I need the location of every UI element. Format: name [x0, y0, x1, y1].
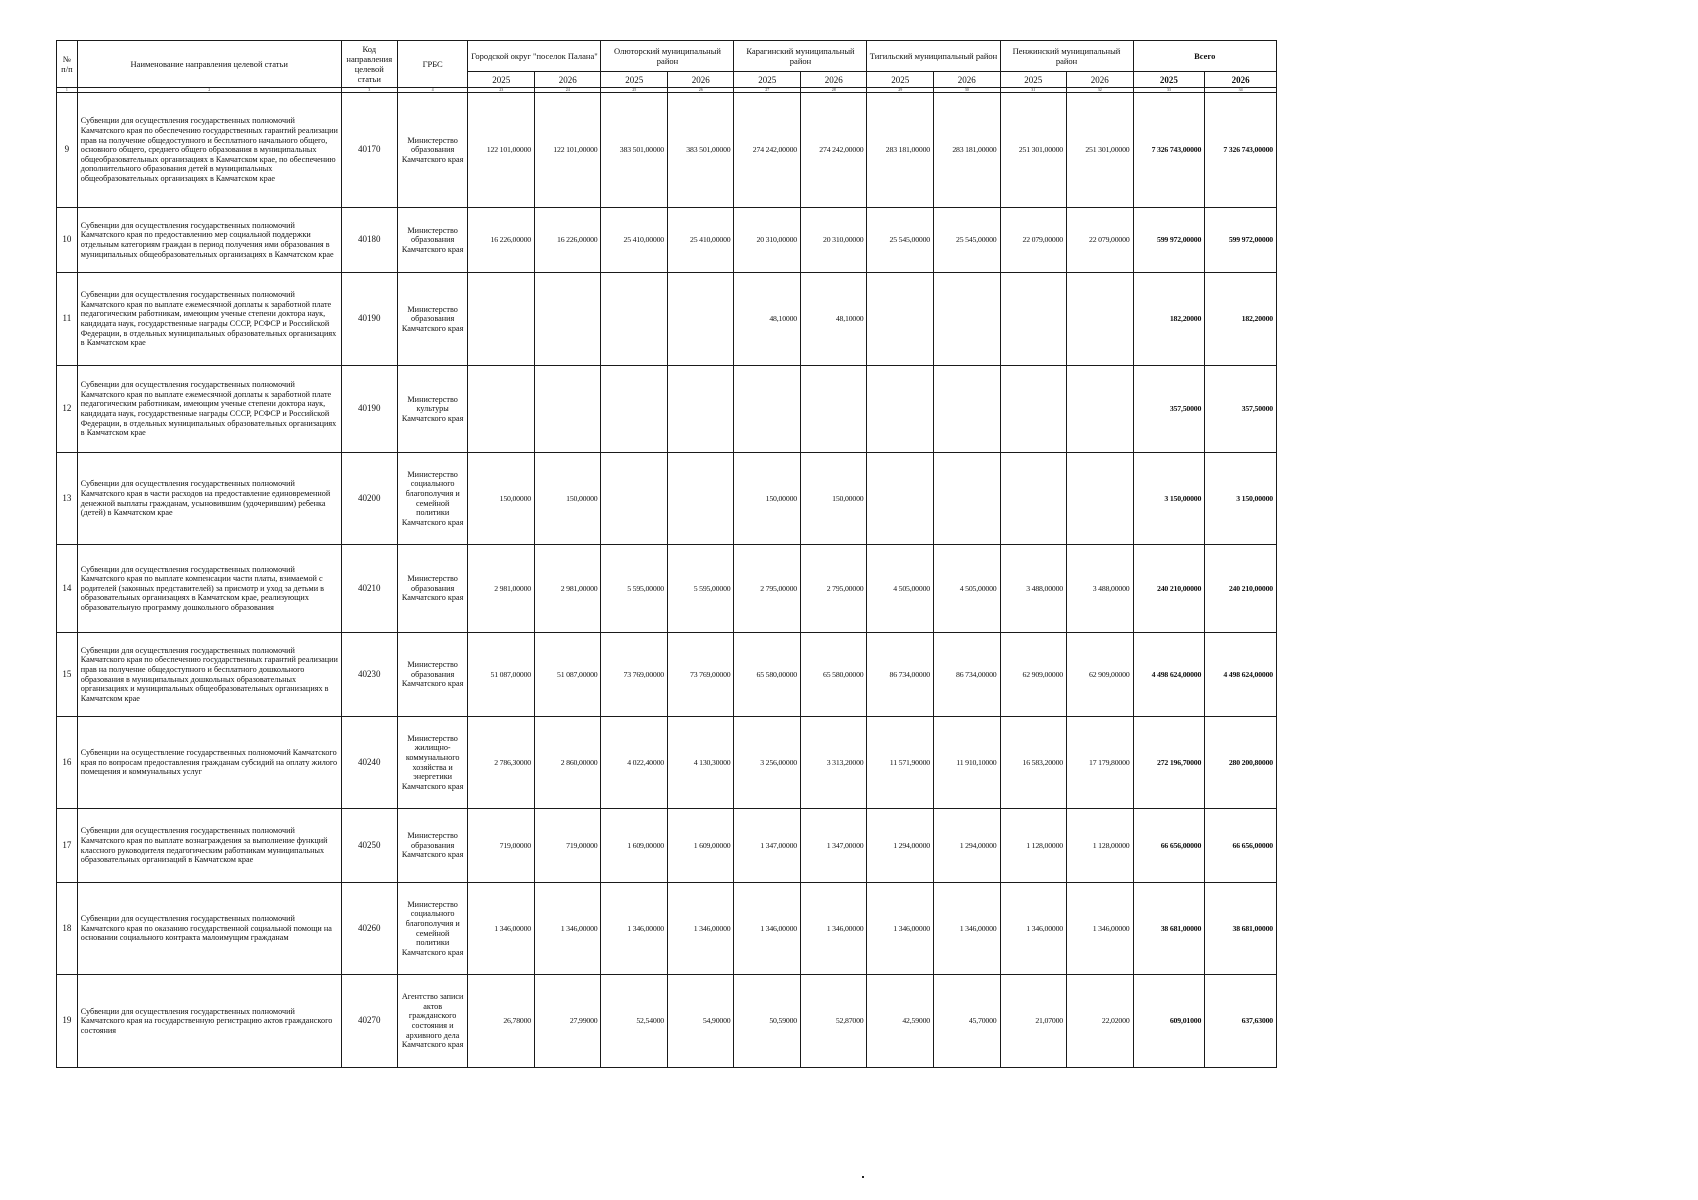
row-code: 40250 — [341, 809, 397, 883]
row-number: 10 — [57, 208, 78, 273]
row-number: 17 — [57, 809, 78, 883]
row-value: 11 910,10000 — [933, 717, 1000, 809]
column-number: 28 — [800, 88, 867, 93]
row-value — [534, 366, 601, 453]
header-year: 2025 — [867, 72, 934, 88]
row-total-value: 240 210,00000 — [1205, 545, 1277, 633]
row-value: 65 580,00000 — [800, 633, 867, 717]
row-value — [867, 366, 934, 453]
row-value: 45,70000 — [933, 975, 1000, 1068]
header-grbs: ГРБС — [397, 41, 468, 88]
row-value: 65 580,00000 — [734, 633, 801, 717]
row-value — [1067, 366, 1134, 453]
row-value: 62 909,00000 — [1000, 633, 1067, 717]
row-value: 251 301,00000 — [1000, 93, 1067, 208]
row-number: 15 — [57, 633, 78, 717]
row-value: 26,78000 — [468, 975, 535, 1068]
row-value: 73 769,00000 — [667, 633, 734, 717]
row-value — [534, 273, 601, 366]
row-code: 40190 — [341, 366, 397, 453]
row-number: 16 — [57, 717, 78, 809]
row-total-value: 182,20000 — [1133, 273, 1205, 366]
row-total-value: 182,20000 — [1205, 273, 1277, 366]
row-value: 1 128,00000 — [1000, 809, 1067, 883]
row-name: Субвенции на осуществление государственных полномочий Камчатского края по вопросам предоставления гражданам субсидий на оплату жилого помещения и коммунальных услуг — [77, 717, 341, 809]
row-value — [867, 453, 934, 545]
header-year: 2025 — [1133, 72, 1205, 88]
column-number: 34 — [1205, 88, 1277, 93]
row-value: 73 769,00000 — [601, 633, 668, 717]
row-value — [601, 273, 668, 366]
row-value — [734, 366, 801, 453]
row-value — [468, 366, 535, 453]
row-value: 150,00000 — [800, 453, 867, 545]
table-row — [57, 883, 1277, 975]
row-value: 719,00000 — [534, 809, 601, 883]
row-value: 42,59000 — [867, 975, 934, 1068]
row-name: Субвенции для осуществления государственных полномочий Камчатского края по обеспечению государственных гарантий реализации прав на получение общедоступного и бесплатного дошкольного образования в муниципальных дошкольных образовательных организациях и муниципальных общеобразовательных организациях в Камчатском крае — [77, 633, 341, 717]
row-number: 12 — [57, 366, 78, 453]
header-year: 2026 — [800, 72, 867, 88]
header-year: 2026 — [1067, 72, 1134, 88]
row-value — [468, 273, 535, 366]
header-district: Пенжинский муниципальный район — [1000, 41, 1133, 72]
row-total-value: 357,50000 — [1133, 366, 1205, 453]
row-value: 4 130,30000 — [667, 717, 734, 809]
row-value: 52,54000 — [601, 975, 668, 1068]
row-value: 283 181,00000 — [867, 93, 934, 208]
column-number: 31 — [1000, 88, 1067, 93]
row-value: 27,99000 — [534, 975, 601, 1068]
row-value: 150,00000 — [534, 453, 601, 545]
row-value: 1 346,00000 — [933, 883, 1000, 975]
row-value — [667, 273, 734, 366]
row-total-value: 280 200,80000 — [1205, 717, 1277, 809]
row-grbs: Министерство социального благополучия и семейной политики Камчатского края — [397, 453, 468, 545]
row-value: 1 609,00000 — [667, 809, 734, 883]
header-year: 2025 — [468, 72, 535, 88]
column-number: 33 — [1133, 88, 1205, 93]
row-value: 1 294,00000 — [867, 809, 934, 883]
row-value: 4 505,00000 — [867, 545, 934, 633]
row-value: 1 346,00000 — [1000, 883, 1067, 975]
header-num: № п/п — [57, 41, 78, 88]
row-total-value: 7 326 743,00000 — [1133, 93, 1205, 208]
row-value — [667, 366, 734, 453]
row-name: Субвенции для осуществления государственных полномочий Камчатского края по выплате компенсации части платы, взимаемой с родителей (законных представителей) за присмотр и уход за детьми в образовательных организациях в Камчатском крае, реализующих образовательную программу дошкольного образования — [77, 545, 341, 633]
table-row — [57, 975, 1277, 1068]
row-value: 16 583,20000 — [1000, 717, 1067, 809]
row-value: 25 545,00000 — [933, 208, 1000, 273]
row-value: 22,02000 — [1067, 975, 1134, 1068]
row-value: 150,00000 — [734, 453, 801, 545]
row-value: 122 101,00000 — [468, 93, 535, 208]
row-grbs: Министерство социального благополучия и семейной политики Камчатского края — [397, 883, 468, 975]
row-value: 3 256,00000 — [734, 717, 801, 809]
row-value: 2 860,00000 — [534, 717, 601, 809]
row-value: 11 571,90000 — [867, 717, 934, 809]
row-number: 13 — [57, 453, 78, 545]
row-value: 22 079,00000 — [1067, 208, 1134, 273]
table-header — [57, 41, 1277, 93]
row-value: 1 346,00000 — [734, 883, 801, 975]
header-district: Городской округ "поселок Палана" — [468, 41, 601, 72]
row-name: Субвенции для осуществления государственных полномочий Камчатского края по выплате вознаграждения за выполнение функций классного руководителя педагогическим работникам муниципальных образовательных организаций в Камчатском крае — [77, 809, 341, 883]
header-year: 2025 — [1000, 72, 1067, 88]
row-value: 21,07000 — [1000, 975, 1067, 1068]
row-total-value: 637,63000 — [1205, 975, 1277, 1068]
column-number: 24 — [534, 88, 601, 93]
column-number: 29 — [867, 88, 934, 93]
column-number: 25 — [601, 88, 668, 93]
row-value: 54,90000 — [667, 975, 734, 1068]
row-total-value: 66 656,00000 — [1133, 809, 1205, 883]
column-number: 2 — [77, 88, 341, 93]
row-value: 52,87000 — [800, 975, 867, 1068]
row-value — [867, 273, 934, 366]
row-value — [1000, 453, 1067, 545]
row-value: 3 313,20000 — [800, 717, 867, 809]
table-row — [57, 366, 1277, 453]
row-total-value: 3 150,00000 — [1205, 453, 1277, 545]
table-body — [57, 93, 1277, 1068]
header-district: Олюторский муниципальный район — [601, 41, 734, 72]
table-row — [57, 809, 1277, 883]
row-grbs: Министерство образования Камчатского края — [397, 545, 468, 633]
row-total-value: 272 196,70000 — [1133, 717, 1205, 809]
row-value: 22 079,00000 — [1000, 208, 1067, 273]
row-value: 1 347,00000 — [734, 809, 801, 883]
row-value: 1 347,00000 — [800, 809, 867, 883]
row-value: 383 501,00000 — [667, 93, 734, 208]
row-total-value: 599 972,00000 — [1133, 208, 1205, 273]
document-page — [56, 40, 1277, 1068]
row-total-value: 4 498 624,00000 — [1205, 633, 1277, 717]
row-value: 4 022,40000 — [601, 717, 668, 809]
row-value: 251 301,00000 — [1067, 93, 1134, 208]
row-value: 1 346,00000 — [867, 883, 934, 975]
row-value: 5 595,00000 — [667, 545, 734, 633]
row-code: 40270 — [341, 975, 397, 1068]
row-value: 1 346,00000 — [534, 883, 601, 975]
row-value — [1000, 366, 1067, 453]
row-value: 5 595,00000 — [601, 545, 668, 633]
row-value: 62 909,00000 — [1067, 633, 1134, 717]
row-grbs: Агентство записи актов гражданского состояния и архивного дела Камчатского края — [397, 975, 468, 1068]
header-total: Всего — [1133, 41, 1276, 72]
row-value: 150,00000 — [468, 453, 535, 545]
row-value — [601, 453, 668, 545]
column-number: 1 — [57, 88, 78, 93]
row-value: 16 226,00000 — [468, 208, 535, 273]
header-year: 2025 — [601, 72, 668, 88]
row-code: 40260 — [341, 883, 397, 975]
row-value: 719,00000 — [468, 809, 535, 883]
row-value: 86 734,00000 — [867, 633, 934, 717]
row-value: 16 226,00000 — [534, 208, 601, 273]
row-value: 2 795,00000 — [734, 545, 801, 633]
row-total-value: 357,50000 — [1205, 366, 1277, 453]
row-value: 25 410,00000 — [667, 208, 734, 273]
table-row — [57, 633, 1277, 717]
row-value: 4 505,00000 — [933, 545, 1000, 633]
row-total-value: 240 210,00000 — [1133, 545, 1205, 633]
row-total-value: 38 681,00000 — [1133, 883, 1205, 975]
row-value — [667, 453, 734, 545]
column-number: 27 — [734, 88, 801, 93]
row-name: Субвенции для осуществления государственных полномочий Камчатского края по выплате ежемесячной доплаты к заработной плате педагогическим работникам, имеющим ученые степени доктора наук, кандидата наук, государственные награды СССР, РСФСР и Российской Федерации, в отдельных муниципальных образовательных организациях в Камчатском крае — [77, 273, 341, 366]
row-name: Субвенции для осуществления государственных полномочий Камчатского края по оказанию государственной социальной помощи на основании социального контракта малоимущим гражданам — [77, 883, 341, 975]
row-grbs: Министерство образования Камчатского края — [397, 633, 468, 717]
row-value: 51 087,00000 — [468, 633, 535, 717]
table-row — [57, 545, 1277, 633]
row-value: 48,10000 — [800, 273, 867, 366]
row-value: 1 609,00000 — [601, 809, 668, 883]
column-number: 3 — [341, 88, 397, 93]
header-year: 2026 — [1205, 72, 1277, 88]
row-value: 3 488,00000 — [1067, 545, 1134, 633]
row-value — [933, 453, 1000, 545]
row-number: 14 — [57, 545, 78, 633]
row-value: 25 545,00000 — [867, 208, 934, 273]
row-value: 20 310,00000 — [734, 208, 801, 273]
row-value: 1 346,00000 — [800, 883, 867, 975]
header-name: Наименование направления целевой статьи — [77, 41, 341, 88]
row-value: 50,59000 — [734, 975, 801, 1068]
column-number: 23 — [468, 88, 535, 93]
row-value: 3 488,00000 — [1000, 545, 1067, 633]
row-value: 1 294,00000 — [933, 809, 1000, 883]
row-name: Субвенции для осуществления государственных полномочий Камчатского края по обеспечению государственных гарантий реализации прав на получение общедоступного и бесплатного начального общего, основного общего, среднего общего образования в муниципальных общеобразовательных организациях в Камчатском крае, по обеспечению дополнительного образования детей в муниципальных общеобразовательных организациях в Камчатском крае — [77, 93, 341, 208]
row-value: 20 310,00000 — [800, 208, 867, 273]
row-value — [933, 273, 1000, 366]
row-grbs: Министерство образования Камчатского края — [397, 809, 468, 883]
header-year: 2025 — [734, 72, 801, 88]
row-grbs: Министерство образования Камчатского края — [397, 273, 468, 366]
row-value: 122 101,00000 — [534, 93, 601, 208]
row-name: Субвенции для осуществления государственных полномочий Камчатского края в части расходов на предоставление единовременной денежной выплаты гражданам, усыновившим (удочерившим) ребенка (детей) в Камчатском крае — [77, 453, 341, 545]
row-value: 1 128,00000 — [1067, 809, 1134, 883]
row-value: 17 179,80000 — [1067, 717, 1134, 809]
column-number: 32 — [1067, 88, 1134, 93]
row-number: 11 — [57, 273, 78, 366]
row-code: 40240 — [341, 717, 397, 809]
table-row — [57, 273, 1277, 366]
row-value: 2 786,30000 — [468, 717, 535, 809]
row-total-value: 66 656,00000 — [1205, 809, 1277, 883]
table-row — [57, 93, 1277, 208]
row-value: 2 795,00000 — [800, 545, 867, 633]
row-total-value: 609,01000 — [1133, 975, 1205, 1068]
row-total-value: 4 498 624,00000 — [1133, 633, 1205, 717]
row-number: 19 — [57, 975, 78, 1068]
subvention-table — [56, 40, 1277, 1068]
row-value: 1 346,00000 — [667, 883, 734, 975]
row-value: 51 087,00000 — [534, 633, 601, 717]
row-value: 2 981,00000 — [468, 545, 535, 633]
row-grbs: Министерство образования Камчатского края — [397, 208, 468, 273]
header-district: Тигильский муниципальный район — [867, 41, 1000, 72]
row-name: Субвенции для осуществления государственных полномочий Камчатского края на государственную регистрацию актов гражданского состояния — [77, 975, 341, 1068]
row-value — [933, 366, 1000, 453]
table-row — [57, 208, 1277, 273]
column-number: 26 — [667, 88, 734, 93]
row-value: 48,10000 — [734, 273, 801, 366]
row-total-value: 599 972,00000 — [1205, 208, 1277, 273]
row-total-value: 38 681,00000 — [1205, 883, 1277, 975]
row-grbs: Министерство жилищно-коммунального хозяйства и энергетики Камчатского края — [397, 717, 468, 809]
row-total-value: 3 150,00000 — [1133, 453, 1205, 545]
row-name: Субвенции для осуществления государственных полномочий Камчатского края по выплате ежемесячной доплаты к заработной плате педагогическим работникам, имеющим ученые степени доктора наук, кандидата наук, государственные награды СССР, РСФСР и Российской Федерации, в отдельных муниципальных образовательных организациях в Камчатском крае — [77, 366, 341, 453]
row-value: 1 346,00000 — [468, 883, 535, 975]
row-code: 40200 — [341, 453, 397, 545]
row-code: 40210 — [341, 545, 397, 633]
header-year: 2026 — [534, 72, 601, 88]
row-value: 1 346,00000 — [1067, 883, 1134, 975]
column-number: 4 — [397, 88, 468, 93]
row-value — [1000, 273, 1067, 366]
row-grbs: Министерство образования Камчатского края — [397, 93, 468, 208]
row-code: 40170 — [341, 93, 397, 208]
row-value — [1067, 453, 1134, 545]
row-value — [800, 366, 867, 453]
row-value: 274 242,00000 — [734, 93, 801, 208]
row-code: 40230 — [341, 633, 397, 717]
row-code: 40190 — [341, 273, 397, 366]
row-value: 2 981,00000 — [534, 545, 601, 633]
row-value: 25 410,00000 — [601, 208, 668, 273]
header-year: 2026 — [667, 72, 734, 88]
row-value: 1 346,00000 — [601, 883, 668, 975]
row-number: 9 — [57, 93, 78, 208]
header-code: Код направления целевой статьи — [341, 41, 397, 88]
row-code: 40180 — [341, 208, 397, 273]
column-number: 30 — [933, 88, 1000, 93]
header-year: 2026 — [933, 72, 1000, 88]
page-dot-mark — [862, 1176, 864, 1178]
row-value: 383 501,00000 — [601, 93, 668, 208]
row-name: Субвенции для осуществления государственных полномочий Камчатского края по предоставлению мер социальной поддержки отдельным категориям граждан в период получения ими образования в муниципальных общеобразовательных организациях в Камчатском крае — [77, 208, 341, 273]
row-value: 283 181,00000 — [933, 93, 1000, 208]
table-row — [57, 453, 1277, 545]
row-grbs: Министерство культуры Камчатского края — [397, 366, 468, 453]
row-number: 18 — [57, 883, 78, 975]
row-value — [601, 366, 668, 453]
row-value — [1067, 273, 1134, 366]
row-value: 86 734,00000 — [933, 633, 1000, 717]
table-row — [57, 717, 1277, 809]
row-total-value: 7 326 743,00000 — [1205, 93, 1277, 208]
header-district: Карагинский муниципальный район — [734, 41, 867, 72]
row-value: 274 242,00000 — [800, 93, 867, 208]
